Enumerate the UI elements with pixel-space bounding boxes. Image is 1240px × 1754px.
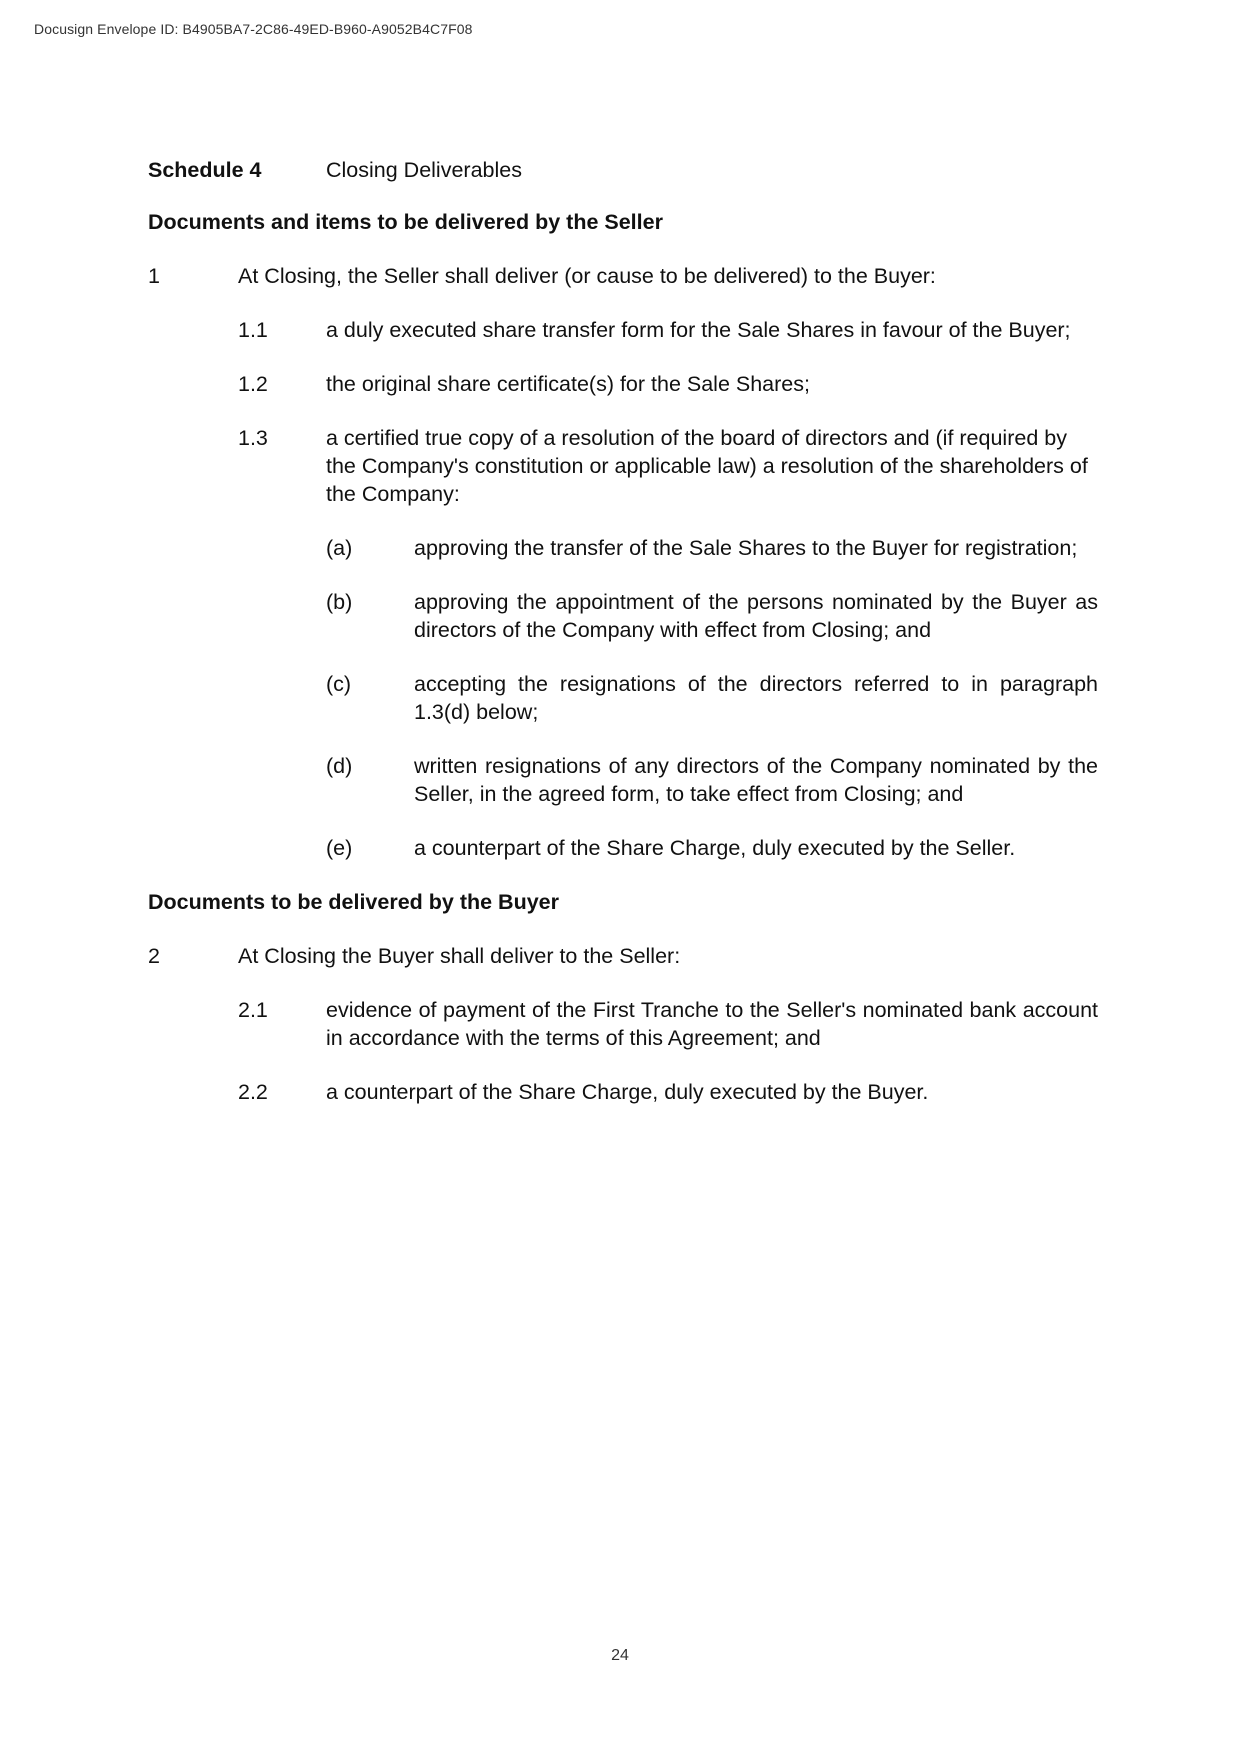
document-body xyxy=(148,156,1098,1132)
subitem-text: a counterpart of the Share Charge, duly executed by the Seller. xyxy=(414,836,1016,860)
item-2-2 xyxy=(148,1078,1098,1106)
item-number: 1.2 xyxy=(238,372,268,396)
subitem-number: (c) xyxy=(326,672,352,696)
clause-text: At Closing, the Seller shall deliver (or cause to be delivered) to the Buyer: xyxy=(238,264,936,288)
subitem-b xyxy=(148,588,1098,644)
item-1-2 xyxy=(148,370,1098,398)
item-number: 2.2 xyxy=(238,1080,268,1104)
subitem-number: (a) xyxy=(326,536,353,560)
schedule-label: Schedule 4 xyxy=(148,158,262,182)
clause-text: At Closing the Buyer shall deliver to the Seller: xyxy=(238,944,681,968)
item-text: a counterpart of the Share Charge, duly executed by the Buyer. xyxy=(326,1080,929,1104)
item-text: the original share certificate(s) for the Sale Shares; xyxy=(326,372,810,396)
item-text: a certified true copy of a resolution of the board of directors and (if required by the Company's constitution or applicable law) a resolution of the shareholders of the Company: xyxy=(326,426,1088,506)
item-text: a duly executed share transfer form for the Sale Shares in favour of the Buyer; xyxy=(326,318,1071,342)
item-1-1 xyxy=(148,316,1098,344)
schedule-title: Closing Deliverables xyxy=(326,158,522,182)
schedule-heading xyxy=(148,156,1098,184)
clause-number: 1 xyxy=(148,264,160,288)
docusign-envelope-id: Docusign Envelope ID: B4905BA7-2C86-49ED-B960-A9052B4C7F08 xyxy=(34,21,473,37)
item-number: 1.3 xyxy=(238,426,268,450)
subitem-text: approving the appointment of the persons nominated by the Buyer as directors of the Company with effect from Closing; and xyxy=(414,590,1098,642)
page-number: 24 xyxy=(611,1647,629,1664)
subitem-number: (d) xyxy=(326,754,353,778)
clause-number: 2 xyxy=(148,944,160,968)
subitem-a xyxy=(148,534,1098,562)
item-number: 2.1 xyxy=(238,998,268,1022)
subitem-e xyxy=(148,834,1098,862)
item-text: evidence of payment of the First Tranche to the Seller's nominated bank account in accordance with the terms of this Agreement; and xyxy=(326,998,1098,1050)
section-heading-buyer: Documents to be delivered by the Buyer xyxy=(148,890,559,914)
subitem-number: (e) xyxy=(326,836,353,860)
subitem-text: written resignations of any directors of the Company nominated by the Seller, in the agreed form, to take effect from Closing; and xyxy=(414,754,1098,806)
subitem-d xyxy=(148,752,1098,808)
item-2-1 xyxy=(148,996,1098,1052)
subitem-text: approving the transfer of the Sale Shares to the Buyer for registration; xyxy=(414,536,1078,560)
subitem-number: (b) xyxy=(326,590,353,614)
subitem-c xyxy=(148,670,1098,726)
section-heading-seller: Documents and items to be delivered by the Seller xyxy=(148,210,663,234)
subitem-text: accepting the resignations of the directors referred to in paragraph 1.3(d) below; xyxy=(414,672,1098,724)
clause-1 xyxy=(148,262,1098,290)
clause-2 xyxy=(148,942,1098,970)
item-number: 1.1 xyxy=(238,318,268,342)
item-1-3 xyxy=(148,424,1098,508)
